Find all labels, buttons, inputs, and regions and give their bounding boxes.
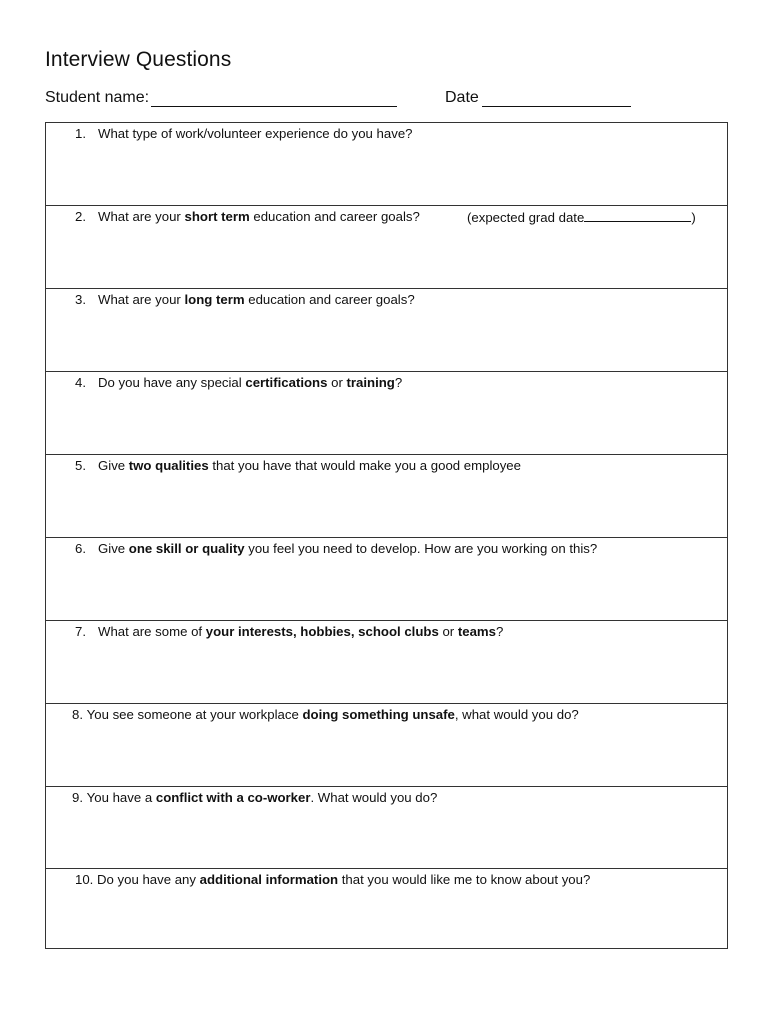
question-fragment: education and career goals?	[249, 209, 420, 224]
question-cell-3[interactable]	[46, 289, 727, 372]
question-fragment: You see someone at your workplace	[86, 707, 303, 722]
question-cell-7[interactable]	[46, 621, 727, 704]
question-cell-4[interactable]	[46, 372, 727, 455]
question-fragment: Do you have any special	[98, 375, 246, 390]
question-number: 10.	[75, 872, 97, 887]
question-fragment: Give	[98, 458, 129, 473]
date-field[interactable]	[482, 106, 631, 107]
question-text	[75, 375, 402, 391]
question-text	[75, 126, 413, 142]
question-emphasis: two qualities	[128, 458, 209, 473]
question-cell-9[interactable]	[46, 787, 727, 869]
question-emphasis: conflict with a co-worker	[155, 790, 311, 805]
question-fragment: What are your	[98, 209, 185, 224]
question-fragment: . What would you do?	[310, 790, 438, 805]
question-emphasis: certifications	[245, 375, 328, 390]
question-cell-6[interactable]	[46, 538, 727, 621]
student-name-field[interactable]	[151, 106, 397, 107]
question-fragment: or	[327, 375, 347, 390]
question-fragment: or	[438, 624, 458, 639]
question-cell-1[interactable]	[46, 123, 727, 206]
questions-table	[45, 122, 728, 949]
student-name-label: Student name:	[45, 89, 150, 106]
question-fragment: that you would like me to know about you?	[338, 872, 591, 887]
grad-date-close: )	[691, 210, 696, 225]
date-label: Date	[445, 89, 479, 106]
question-fragment: , what would you do?	[454, 707, 579, 722]
question-number: 9.	[72, 790, 87, 805]
question-emphasis: one skill or quality	[128, 541, 245, 556]
question-number: 6.	[75, 541, 86, 556]
expected-grad-date	[467, 209, 696, 226]
question-fragment: you feel you need to develop. How are you working on this?	[244, 541, 598, 556]
question-number: 7.	[75, 624, 86, 639]
question-number: 2.	[75, 209, 86, 224]
student-info-row	[45, 89, 735, 111]
question-text	[75, 458, 521, 474]
question-cell-8[interactable]	[46, 704, 727, 787]
question-fragment: What are your	[98, 292, 185, 307]
question-fragment: What type of work/volunteer experience do you have?	[98, 126, 413, 141]
question-fragment: What are some of	[98, 624, 206, 639]
question-number: 3.	[75, 292, 86, 307]
question-fragment: that you have that would make you a good employee	[208, 458, 521, 473]
question-emphasis: doing something unsafe	[302, 707, 455, 722]
question-text	[75, 209, 420, 225]
question-number: 8.	[72, 707, 87, 722]
question-emphasis: training	[346, 375, 395, 390]
page-title: Interview Questions	[45, 48, 232, 71]
question-emphasis: additional information	[199, 872, 339, 887]
question-fragment: education and career goals?	[244, 292, 415, 307]
question-fragment: ?	[495, 624, 504, 639]
grad-date-label: (expected grad date	[467, 210, 585, 225]
question-cell-2[interactable]	[46, 206, 727, 289]
question-number: 4.	[75, 375, 86, 390]
question-number: 1.	[75, 126, 86, 141]
question-emphasis: teams	[457, 624, 496, 639]
question-emphasis: short term	[184, 209, 250, 224]
question-fragment: You have a	[86, 790, 156, 805]
question-text	[72, 790, 437, 806]
question-text	[75, 292, 415, 308]
question-text	[72, 707, 579, 723]
question-emphasis: your interests, hobbies, school clubs	[205, 624, 439, 639]
question-fragment: Give	[98, 541, 129, 556]
question-fragment: Do you have any	[97, 872, 200, 887]
question-emphasis: long term	[184, 292, 245, 307]
question-cell-5[interactable]	[46, 455, 727, 538]
question-text	[75, 624, 503, 640]
question-fragment: ?	[394, 375, 403, 390]
question-cell-10[interactable]	[46, 869, 727, 950]
question-text	[75, 872, 590, 888]
question-number: 5.	[75, 458, 86, 473]
question-text	[75, 541, 597, 557]
grad-date-field[interactable]	[584, 209, 691, 222]
